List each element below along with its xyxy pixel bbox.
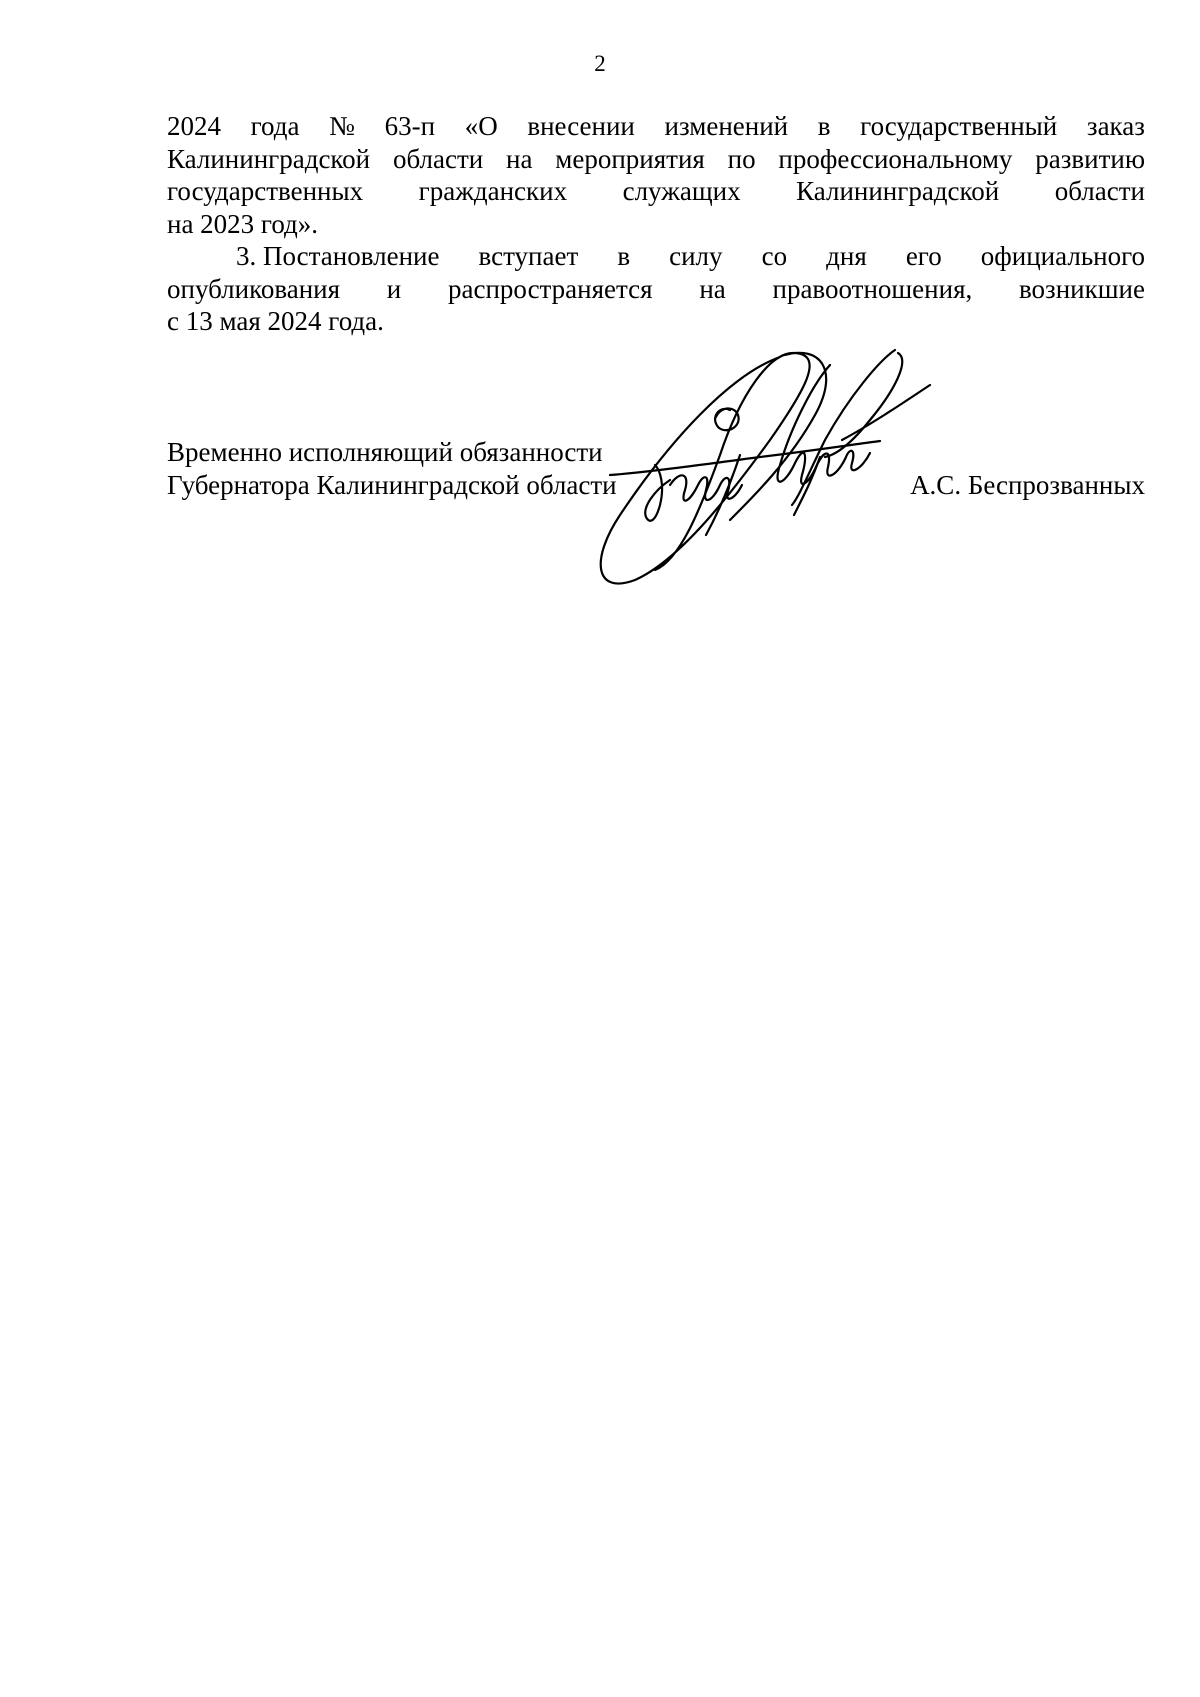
word: возникшие bbox=[1018, 273, 1145, 304]
word: мероприятия bbox=[555, 143, 705, 174]
word: вступает bbox=[478, 241, 579, 271]
word: Калининградской bbox=[167, 143, 371, 174]
word: гражданских bbox=[418, 176, 568, 206]
word: внесении bbox=[527, 111, 635, 141]
word: в bbox=[817, 111, 831, 141]
paragraph-2-line-2 bbox=[167, 273, 1145, 306]
word: по bbox=[727, 143, 756, 174]
word: 3. Постановление bbox=[236, 241, 440, 271]
word: профессиональному bbox=[778, 143, 1013, 174]
word: официального bbox=[980, 241, 1145, 271]
word: силу bbox=[669, 241, 723, 271]
word: опубликования bbox=[167, 273, 341, 304]
signature-stroke bbox=[715, 408, 739, 430]
word: области bbox=[392, 143, 484, 174]
signer-position-line-2: Губернатора Калининградской области bbox=[167, 470, 617, 500]
word: на bbox=[699, 273, 726, 304]
word: со bbox=[761, 241, 788, 271]
word: в bbox=[617, 241, 631, 271]
word: правоотношения, bbox=[772, 273, 973, 304]
word: области bbox=[1054, 176, 1145, 206]
page-number: 2 bbox=[594, 51, 606, 76]
paragraph-2-line-3: с 13 мая 2024 года. bbox=[167, 306, 384, 336]
paragraph-2-line-1 bbox=[167, 240, 1145, 273]
word: служащих bbox=[622, 176, 741, 206]
word: дня bbox=[826, 241, 867, 271]
word: государственный bbox=[860, 111, 1058, 141]
paragraph-1-line-1 bbox=[167, 110, 1145, 143]
word: «О bbox=[464, 111, 498, 141]
word: развитию bbox=[1035, 143, 1145, 174]
word: № bbox=[329, 111, 355, 141]
word: и bbox=[386, 273, 402, 304]
word: распространяется bbox=[447, 273, 653, 304]
document-body bbox=[167, 110, 1145, 338]
paragraph-1-line-2 bbox=[167, 143, 1145, 176]
word: его bbox=[905, 241, 942, 271]
signer-position-line-1: Временно исполняющий обязанности bbox=[167, 437, 603, 467]
word: на bbox=[506, 143, 533, 174]
word: Калининградской bbox=[796, 176, 1000, 206]
paragraph-1-line-4: на 2023 год». bbox=[167, 208, 319, 239]
signer-name: А.С. Беспрозванных bbox=[910, 470, 1145, 500]
word: 2024 bbox=[167, 111, 221, 141]
word: заказ bbox=[1086, 111, 1145, 141]
word: 63-п bbox=[384, 111, 436, 141]
word: изменений bbox=[664, 111, 789, 141]
signature-block bbox=[167, 436, 1145, 502]
word: государственных bbox=[167, 176, 364, 206]
paragraph-1-line-3 bbox=[167, 175, 1145, 208]
word: года bbox=[250, 111, 300, 141]
